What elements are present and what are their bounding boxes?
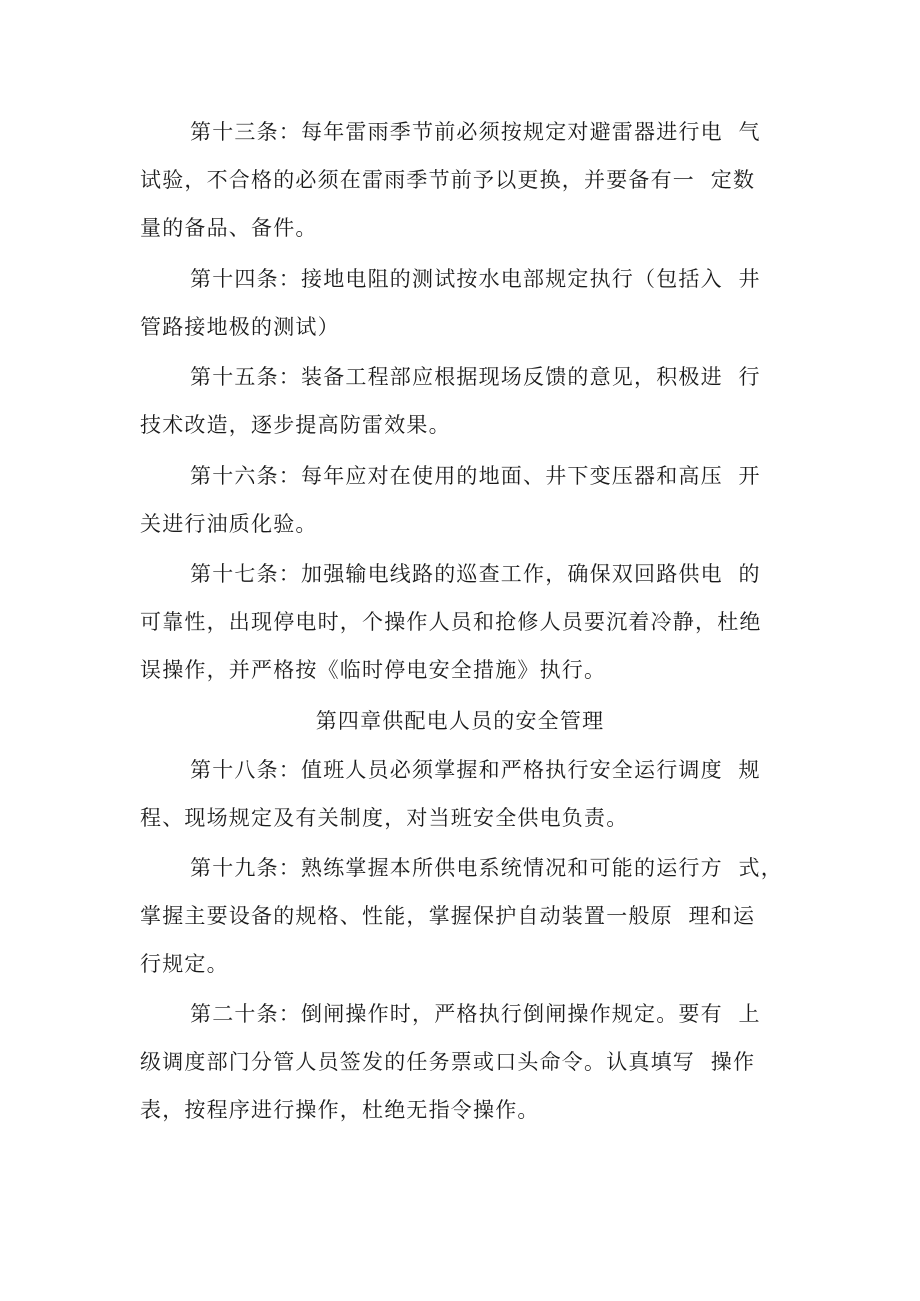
article-14-line-2: 管路接地极的测试） [140,315,340,339]
article-20-line-3: 表，按程序进行操作，杜绝无指令操作。 [140,1098,540,1122]
article-18-line-2: 程、现场规定及有关制度，对当班安全供电负责。 [140,806,629,830]
article-20-line-2: 级调度部门分管人员签发的任务票或口头命令。认真填写 操作 [140,1050,756,1074]
article-19-line-1: 第十九条：熟练掌握本所供电系统情况和可能的运行方 式， [190,856,783,880]
article-17-line-2: 可靠性，出现停电时，个操作人员和抢修人员要沉着冷静，杜绝 [140,610,762,634]
article-20 [140,990,782,1134]
article-18-line-1: 第十八条：值班人员必须掌握和严格执行安全运行调度 规 [190,758,761,782]
article-20-line-1: 第二十条：倒闸操作时，严格执行倒闸操作规定。要有 上 [190,1002,761,1026]
article-19-line-2: 掌握主要设备的规格、性能，掌握保护自动装置一般原 理和运 [140,904,756,928]
article-15-line-2: 技术改造，逐步提高防雷效果。 [140,413,451,437]
article-13-line-2: 试验，不合格的必须在雷雨季节前予以更换，并要备有一 定数 [140,168,756,192]
article-17 [140,550,782,694]
article-16-line-2: 关进行油质化验。 [140,512,318,536]
article-13-line-1: 第十三条：每年雷雨季节前必须按规定对避雷器进行电 气 [190,120,761,144]
article-14-line-1: 第十四条：接地电阻的测试按水电部规定执行（包括入 井 [190,267,761,291]
article-16-line-1: 第十六条：每年应对在使用的地面、井下变压器和高压 开 [190,464,761,488]
article-17-line-3: 误操作，并严格按《临时停电安全措施》执行。 [140,658,607,682]
article-19 [140,844,782,988]
article-15-line-1: 第十五条：装备工程部应根据现场反馈的意见，积极进 行 [190,365,761,389]
article-16 [140,452,782,548]
article-13-line-3: 量的备品、备件。 [140,216,318,240]
article-13 [140,108,782,252]
chapter-heading: 第四章供配电人员的安全管理 [315,709,605,733]
article-19-line-3: 行规定。 [140,952,229,976]
article-17-line-1: 第十七条：加强输电线路的巡查工作，确保双回路供电 的 [190,562,761,586]
article-18 [140,746,782,842]
article-14 [140,255,782,351]
article-15 [140,353,782,449]
